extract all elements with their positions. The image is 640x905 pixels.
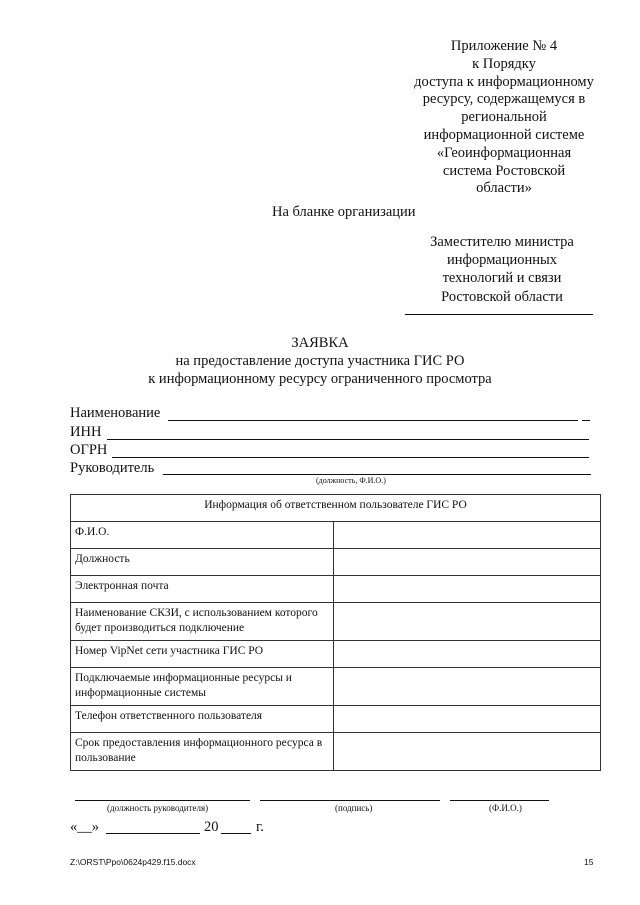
inn-field-blank[interactable] [107, 439, 589, 440]
table-row [71, 549, 601, 576]
row-label: Срок предоставления информационного ресурса в пользование [71, 733, 334, 771]
table-row [71, 603, 601, 641]
page-number: 15 [584, 857, 594, 867]
title-main: ЗАЯВКА [291, 335, 349, 351]
table-row [71, 668, 601, 706]
row-label: Подключаемые информационные ресурсы и информационные системы [71, 668, 334, 706]
table-row [71, 706, 601, 733]
position-value-cell[interactable] [334, 549, 601, 576]
head-field-hint: (должность, Ф.И.О.) [316, 476, 386, 485]
resources-value-cell[interactable] [334, 668, 601, 706]
table-row [71, 641, 601, 668]
responsible-user-table [70, 494, 601, 771]
appendix-line: к Порядку [472, 55, 536, 72]
head-field-label: Руководитель [70, 460, 155, 476]
recipient-line: Заместителю министра [430, 234, 574, 250]
signature-blank[interactable] [260, 800, 440, 801]
name-field-label: Наименование [70, 405, 161, 421]
vipnet-value-cell[interactable] [334, 641, 601, 668]
name-field-blank-tail [582, 420, 590, 421]
date-year-prefix: 20 [204, 819, 219, 835]
ogrn-field-blank[interactable] [112, 457, 589, 458]
table-row [71, 576, 601, 603]
name-field-blank[interactable] [168, 420, 578, 421]
appendix-line: региональной [461, 109, 547, 126]
recipient-line: Ростовской области [441, 288, 563, 305]
table-row [71, 522, 601, 549]
appendix-line: система Ростовской [442, 162, 566, 179]
signature-caption: (подпись) [335, 803, 373, 813]
inn-field-label: ИНН [70, 424, 102, 440]
ogrn-field-label: ОГРН [70, 442, 108, 458]
row-label: Номер VipNet сети участника ГИС РО [71, 641, 334, 668]
table-header: Информация об ответственном пользователе ГИС РО [71, 495, 601, 522]
fio-blank[interactable] [450, 800, 549, 801]
row-label: Телефон ответственного пользователя [71, 706, 334, 733]
appendix-block [404, 38, 604, 198]
head-position-blank[interactable] [75, 800, 250, 801]
date-year-blank[interactable] [221, 833, 251, 834]
row-label: Должность [71, 549, 334, 576]
fio-value-cell[interactable] [334, 522, 601, 549]
appendix-line: области» [476, 180, 532, 197]
date-day: «__» [70, 819, 99, 835]
head-position-caption: (должность руководителя) [107, 803, 209, 813]
recipient-line: технологий и связи [442, 270, 562, 287]
footer-file-path: Z:\ORST\Ppo\0624p429.f15.docx [70, 857, 196, 867]
appendix-line: доступа к информационному [414, 73, 594, 90]
row-label: Электронная почта [71, 576, 334, 603]
recipient-line: информационных [447, 252, 557, 269]
fio-caption: (Ф.И.О.) [489, 803, 522, 813]
date-month-blank[interactable] [106, 833, 200, 834]
appendix-line: Приложение № 4 [450, 38, 558, 54]
appendix-line: информационной системе [423, 126, 585, 143]
date-year-suffix: г. [256, 819, 264, 835]
letterhead-note: На бланке организации [272, 204, 416, 220]
email-value-cell[interactable] [334, 576, 601, 603]
title-line: на предоставление доступа участника ГИС РО [175, 353, 465, 369]
document-title [0, 334, 640, 388]
head-field-blank[interactable] [163, 474, 591, 475]
appendix-line: «Геоинформационная [436, 144, 572, 161]
recipient-block [412, 233, 592, 306]
appendix-line: ресурсу, содержащемуся в [422, 91, 586, 108]
row-label: Ф.И.О. [71, 522, 334, 549]
term-value-cell[interactable] [334, 733, 601, 771]
title-line: к информационному ресурсу ограниченного просмотра [148, 371, 492, 387]
table-row [71, 733, 601, 771]
phone-value-cell[interactable] [334, 706, 601, 733]
recipient-name-blank[interactable] [405, 314, 593, 315]
row-label: Наименование СКЗИ, с использованием которого будет производиться подключение [71, 603, 334, 641]
skzi-value-cell[interactable] [334, 603, 601, 641]
